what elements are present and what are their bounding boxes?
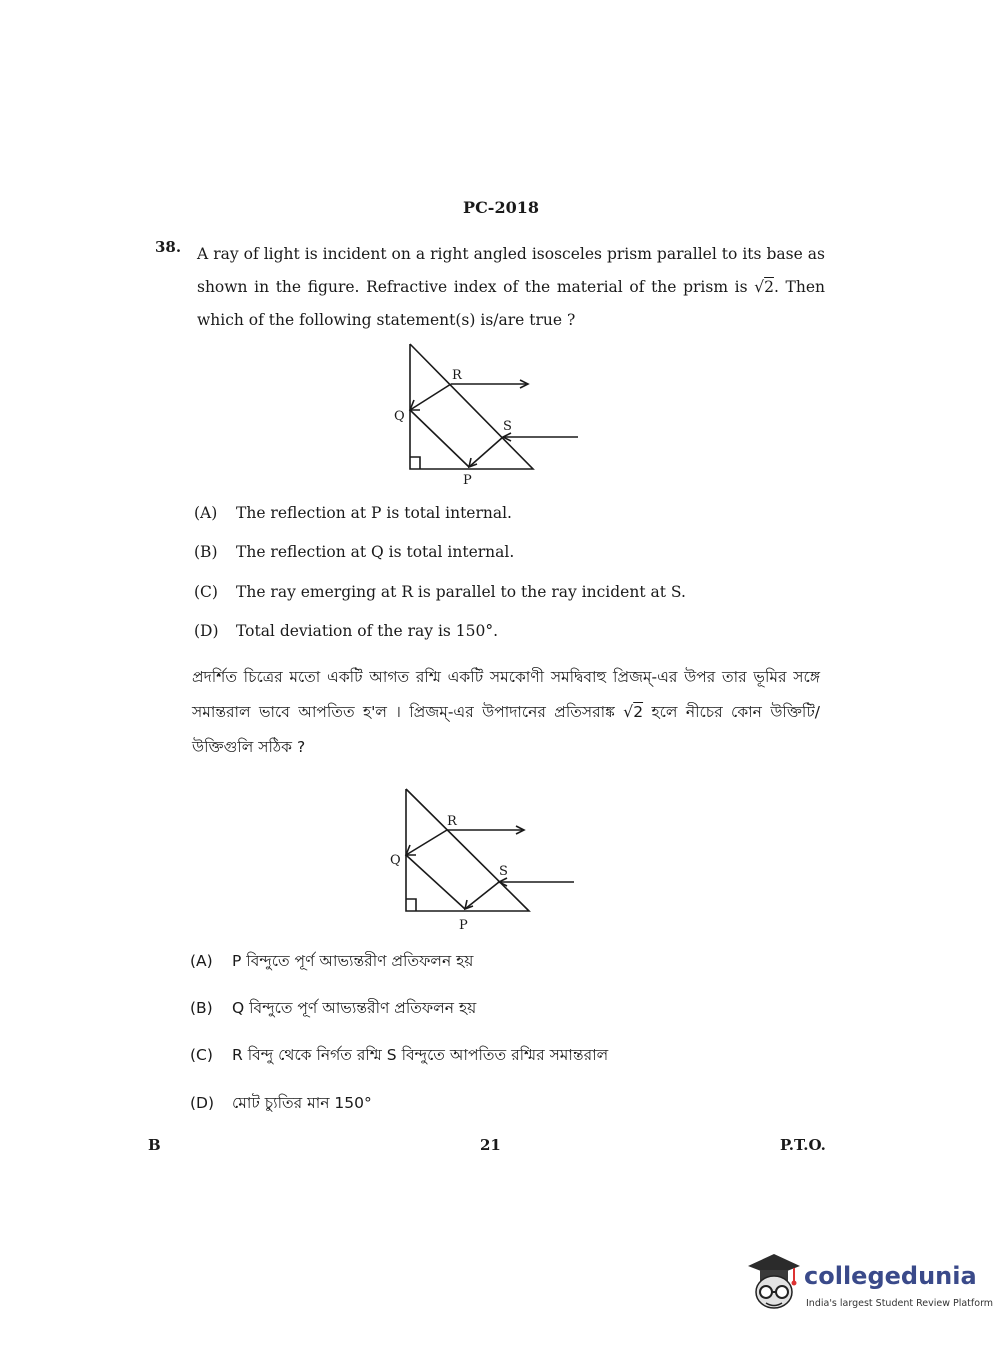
sqrt-value: 2 <box>764 278 774 296</box>
question-text-en-part2: . Then which of the following statement(s) is/are true ? <box>197 278 825 329</box>
page-header: PC-2018 <box>463 198 539 217</box>
label-q: Q <box>390 853 401 868</box>
option-bn-c: (C) R বিন্দু থেকে নির্গত রশ্মি S বিন্দুতে আপতিত রশ্মির সমান্তরাল <box>190 1046 609 1064</box>
sqrt-expression-bn <box>623 703 643 721</box>
label-s: S <box>503 419 512 434</box>
ray-s-p <box>465 882 499 909</box>
prism-figure-1 <box>388 338 588 493</box>
collegedunia-logo-icon <box>744 1252 802 1314</box>
label-p: P <box>463 473 472 488</box>
footer-pto: P.T.O. <box>780 1136 826 1154</box>
ray-p-q <box>406 855 465 909</box>
prism-outline <box>410 344 533 469</box>
question-text-bn-part1: প্রদর্শিত চিত্রের মতো একটি আগত রশ্মি একটি সমকোণী সমদ্বিবাহু প্রিজম্-এর উপর তার ভূমির সঙ্গে সমান্তরাল ভাবে আপতিত হ'ল । প্রিজম্-এর উপাদানের প্রতিসরাঙ্ক <box>192 668 820 721</box>
prism-figure-2 <box>384 783 584 938</box>
label-r: R <box>447 814 457 829</box>
ray-q-r <box>406 830 447 855</box>
label-s: S <box>499 864 508 879</box>
option-bn-d: (D) মোট চ্যুতির মান 150° <box>190 1094 372 1112</box>
prism-outline <box>406 789 529 911</box>
option-en-d: (D) Total deviation of the ray is 150°. <box>194 622 499 640</box>
label-q: Q <box>394 409 405 424</box>
question-text-en <box>197 238 825 337</box>
question-text-en-part1: A ray of light is incident on a right angled isosceles prism parallel to its base as shown in the figure. Refractive index of the material of the prism is <box>197 245 825 296</box>
question-text-bn <box>192 660 820 765</box>
label-p: P <box>459 918 468 933</box>
sqrt-symbol: √ <box>754 278 765 296</box>
ray-q-r <box>410 384 451 410</box>
question-text-bn-part2: হলে নীচের কোন উক্তিটি/উক্তিগুলি সঠিক ? <box>192 703 820 756</box>
option-en-b: (B) The reflection at Q is total internal. <box>194 543 515 561</box>
option-bn-a: (A) P বিন্দুতে পূর্ণ আভ্যন্তরীণ প্রতিফলন হয় <box>190 952 474 970</box>
ray-s-p <box>469 437 503 467</box>
brand-name: collegedunia <box>804 1262 977 1290</box>
right-angle-mark <box>406 899 416 911</box>
option-en-c: (C) The ray emerging at R is parallel to the ray incident at S. <box>194 583 686 601</box>
right-angle-mark <box>410 457 420 469</box>
label-r: R <box>452 368 462 383</box>
footer-booklet-code: B <box>148 1136 161 1154</box>
option-bn-b: (B) Q বিন্দুতে পূর্ণ আভ্যন্তরীণ প্রতিফলন হয় <box>190 999 477 1017</box>
footer-page-number: 21 <box>480 1136 501 1154</box>
sqrt-expression <box>754 278 774 296</box>
ray-p-q <box>410 410 469 467</box>
brand-tagline: India's largest Student Review Platform <box>806 1298 994 1309</box>
sqrt-symbol-bn: √ <box>623 703 634 721</box>
option-en-a: (A) The reflection at P is total internal. <box>194 504 512 522</box>
sqrt-value-bn: 2 <box>633 703 644 721</box>
question-number: 38. <box>155 238 182 256</box>
